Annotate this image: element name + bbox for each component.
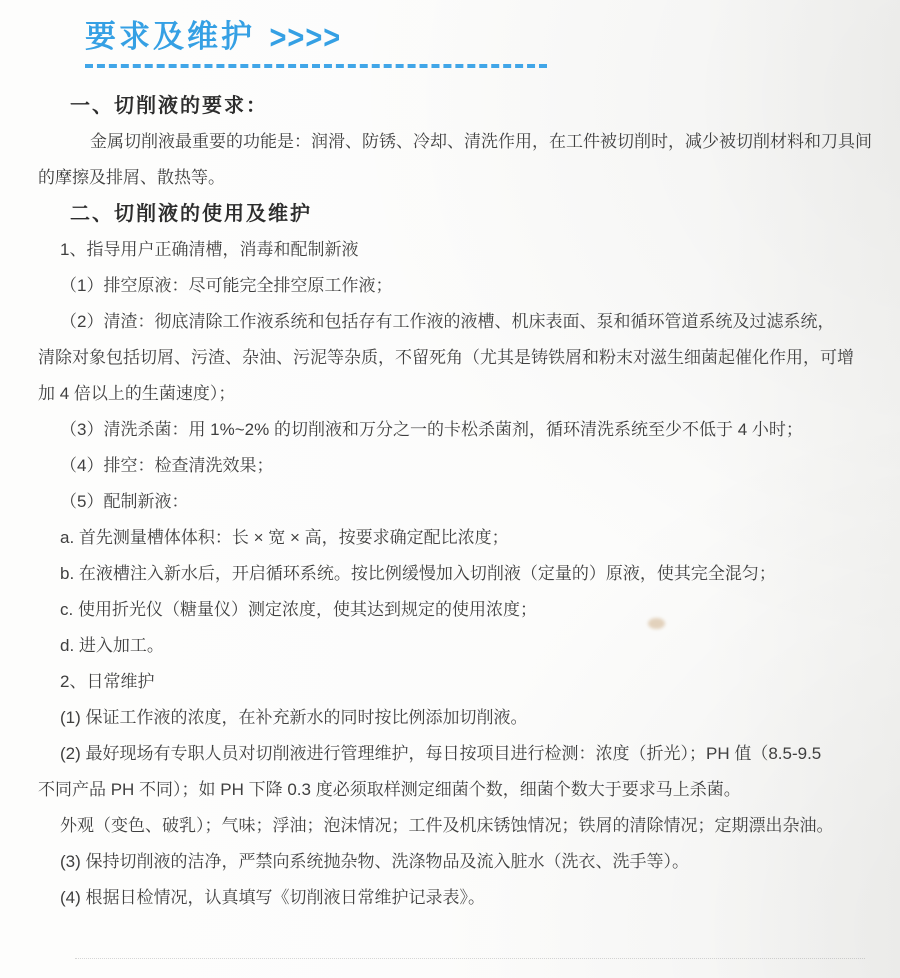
document-body [38,88,872,916]
scan-stain-artifact [648,618,665,629]
section-2-heading: 二、切削液的使用及维护 [70,203,312,225]
list-item: (3) 保持切削液的洁净，严禁向系统抛杂物、洗涤物品及流入脏水（洗衣、洗手等）。 [60,852,689,871]
paragraph-line: 的摩擦及排屑、散热等。 [38,168,225,187]
list-item: c. 使用折光仪（糖量仪）测定浓度，使其达到规定的使用浓度； [60,600,537,619]
list-item: （3）清洗杀菌：用 1%~2% 的切削液和万分之一的卡松杀菌剂，循环清洗系统至少不低于 4 小时； [60,420,803,439]
list-item: 1、指导用户正确清槽，消毒和配制新液 [60,240,359,259]
list-item: 2、日常维护 [60,672,155,691]
list-item: （4）排空：检查清洗效果； [60,456,274,475]
list-item: （2）清渣：彻底清除工作液系统和包括存有工作液的液槽、机床表面、泵和循环管道系统及过滤系统， [60,312,835,331]
list-item-continuation: 加 4 倍以上的生菌速度）； [38,384,236,403]
title-row [85,18,550,62]
list-item: （1）排空原液：尽可能完全排空原工作液； [60,276,393,295]
scan-streak-artifact [75,958,865,959]
list-item: (4) 根据日检情况，认真填写《切削液日常维护记录表》。 [60,888,485,907]
list-item: （5）配制新液： [60,492,189,511]
list-item-continuation: 清除对象包括切屑、污渣、杂油、污泥等杂质，不留死角（尤其是铸铁屑和粉末对滋生细菌起催化作用，可增 [38,348,854,367]
list-item: (1) 保证工作液的浓度，在补充新水的同时按比例添加切削液。 [60,708,528,727]
list-item-continuation: 不同产品 PH 不同）；如 PH 下降 0.3 度必须取样测定细菌个数，细菌个数大于要求马上杀菌。 [38,780,741,799]
list-item: d. 进入加工。 [60,636,164,655]
list-item: a. 首先测量槽体体积：长 × 宽 × 高，按要求确定配比浓度； [60,528,509,547]
page-title: 要求及维护 [85,19,255,54]
section-1-heading: 一、切削液的要求： [70,95,268,117]
list-item: 外观（变色、破乳）；气味；浮油；泡沫情况；工件及机床锈蚀情况；铁屑的清除情况；定期漂出杂油。 [60,816,834,835]
chevrons-decoration-icon: >>>> [269,19,342,57]
page-header [85,18,550,68]
paragraph-line: 金属切削液最重要的功能是：润滑、防锈、冷却、清洗作用，在工件被切削时，减少被切削材料和刀具间 [90,132,872,151]
dashed-underline [85,64,547,68]
list-item: b. 在液槽注入新水后，开启循环系统。按比例缓慢加入切削液（定量的）原液，使其完全混匀； [60,564,776,583]
list-item: (2) 最好现场有专职人员对切削液进行管理维护，每日按项目进行检测：浓度（折光）；PH 值（8.5-9.5 [60,744,822,763]
